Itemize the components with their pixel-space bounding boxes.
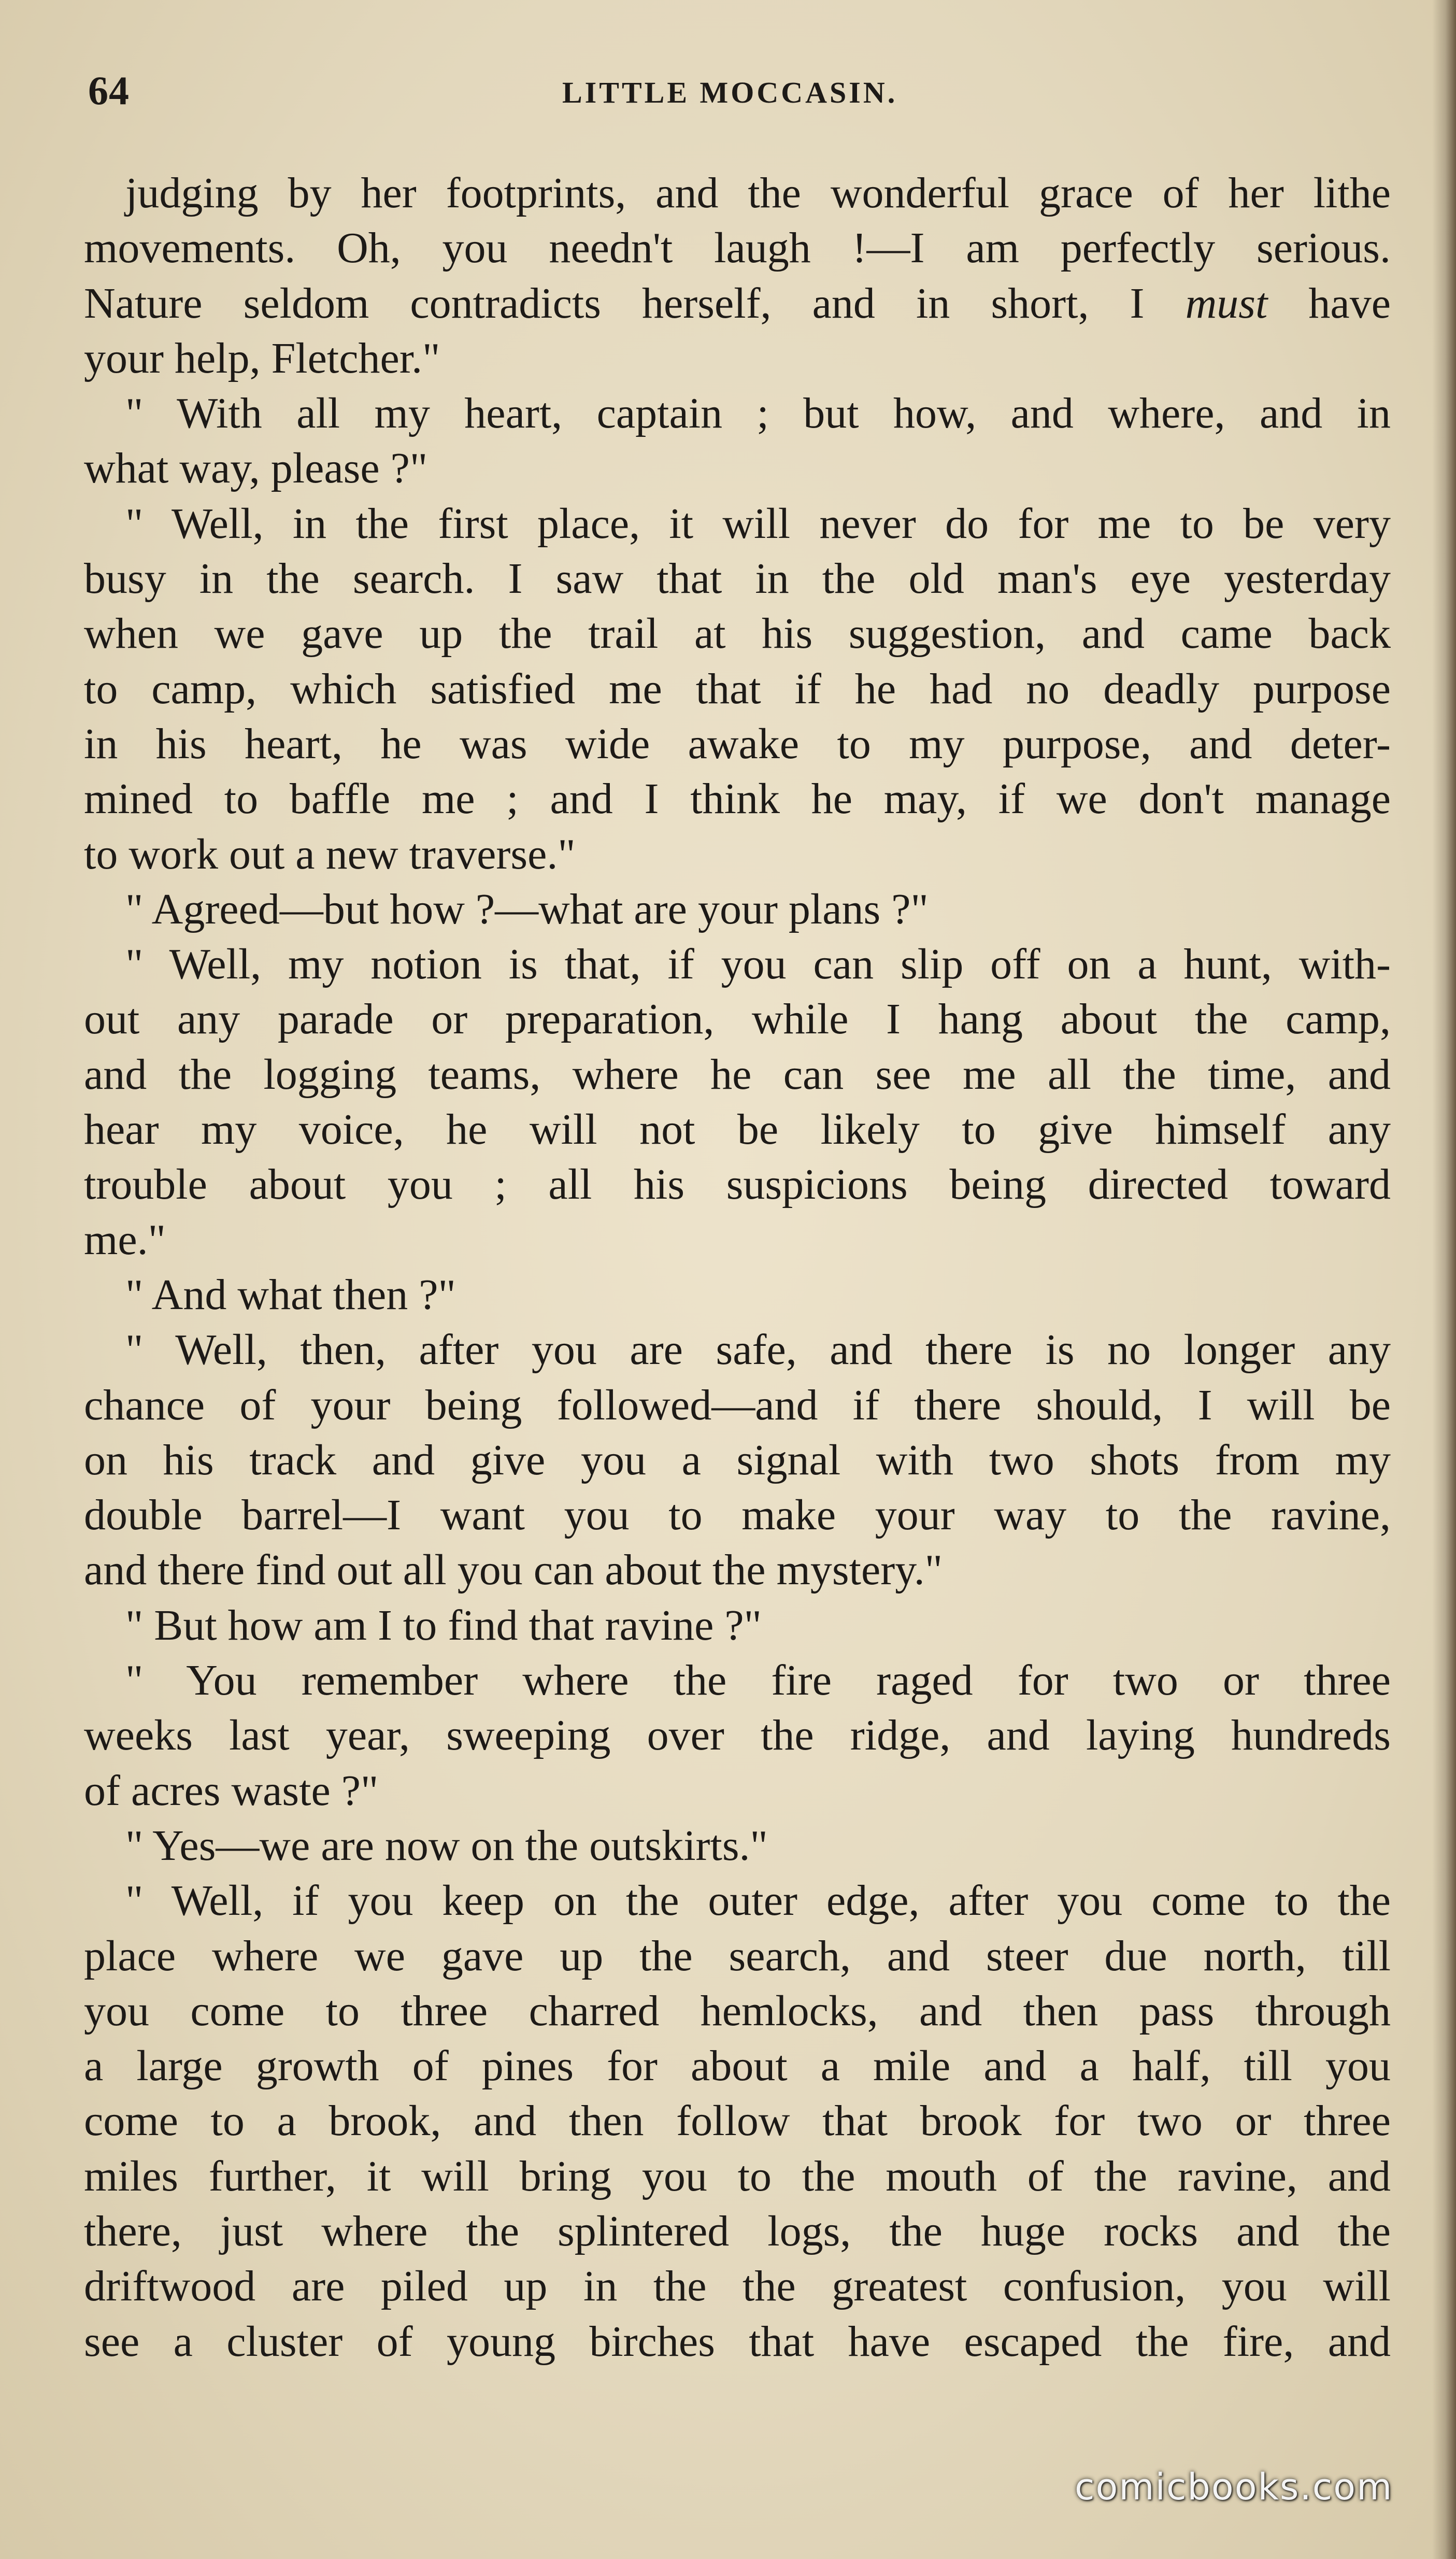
text-line: weeks last year, sweeping over the ridge, and laying hundreds [84,1711,1391,1760]
text-line: " Yes—we are now on the outskirts." [125,1821,768,1870]
text-line: double barrel—I want you to make your way to the ravine, [84,1491,1391,1540]
text-line: mined to baffle me ; and I think he may, if we don't manage [84,775,1391,823]
text-line: place where we gave up the search, and steer due north, till [84,1931,1391,1980]
text-line: judging by her footprints, and the wonderful grace of her lithe [125,169,1391,217]
text-line: on his track and give you a signal with two shots from my [84,1435,1391,1484]
emphasis: must [1185,279,1268,328]
body-text [84,166,1391,2369]
text-line: and the logging teams, where he can see me all the time, and [84,1050,1391,1099]
text-line: busy in the search. I saw that in the old man's eye yesterday [84,555,1391,603]
text-line: your help, Fletcher." [84,334,440,382]
text-line: hear my voice, he will not be likely to give himself any [84,1105,1391,1154]
text-line: " Well, my notion is that, if you can slip off on a hunt, with- [125,940,1391,989]
text-line: " You remember where the fire raged for two or three [125,1656,1391,1705]
text-line: see a cluster of young birches that have escaped the fire, and [84,2317,1391,2366]
text-line: driftwood are piled up in the the greatest confusion, you will [84,2262,1391,2311]
text-line: " But how am I to find that ravine ?" [125,1601,762,1650]
text-line: " And what then ?" [125,1270,456,1319]
text-line: there, just where the splintered logs, the huge rocks and the [84,2207,1391,2255]
text-line: in his heart, he was wide awake to my purpose, and deter- [84,719,1391,768]
text-line: " Agreed—but how ?—what are your plans ?" [125,885,929,933]
text-line: when we gave up the trail at his suggestion, and came back [84,609,1391,658]
text-line: you come to three charred hemlocks, and then pass through [84,1986,1391,2035]
text-line: out any parade or preparation, while I hang about the camp, [84,995,1391,1044]
text-line: " Well, in the first place, it will never do for me to be very [125,499,1391,548]
text-line: chance of your being followed—and if there should, I will be [84,1381,1391,1429]
text-line: to work out a new traverse." [84,830,576,878]
text-line: me." [84,1215,166,1264]
text-line: movements. Oh, you needn't laugh !—I am perfectly serious. [84,224,1391,273]
text-line: trouble about you ; all his suspicions being directed toward [84,1160,1391,1209]
text-line: a large growth of pines for about a mile and a half, till you [84,2042,1391,2091]
text-line: Nature seldom contradicts herself, and in short, I must have [84,279,1391,328]
text-line: " With all my heart, captain ; but how, and where, and in [125,389,1391,438]
text-line: " Well, then, after you are safe, and there is no longer any [125,1326,1391,1374]
text-line: what way, please ?" [84,444,428,493]
page-edge-shadow [1432,0,1456,2559]
text-line: come to a brook, and then follow that brook for two or three [84,2097,1391,2145]
text-line: " Well, if you keep on the outer edge, after you come to the [125,1876,1391,1925]
text-line: to camp, which satisfied me that if he had no deadly purpose [84,664,1391,713]
page-number: 64 [88,68,130,113]
text-line: miles further, it will bring you to the mouth of the ravine, and [84,2152,1391,2200]
watermark: comicbooks.com [1075,2466,1393,2508]
running-title: LITTLE MOCCASIN. [562,76,898,109]
text-line: and there find out all you can about the mystery." [84,1546,943,1595]
text-line: of acres waste ?" [84,1766,379,1815]
